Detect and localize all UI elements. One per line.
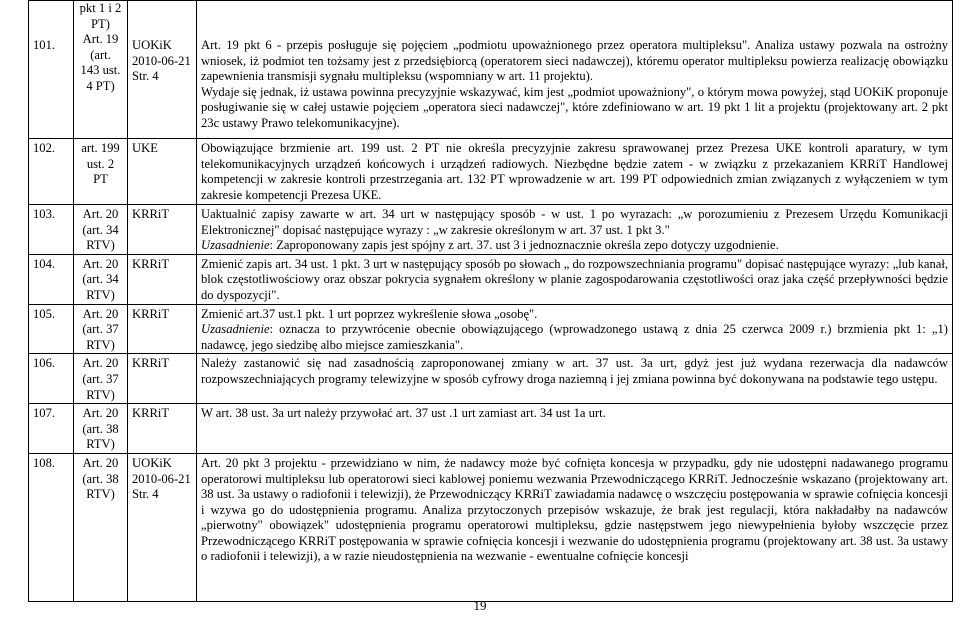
row-number: 101. [29, 1, 74, 139]
institution-line: UOKiK [132, 455, 172, 470]
justification-text: : oznacza to przywrócenie obecnie obowiązującego (wprowadzonego ustawą z dnia 25 czerwca 2009 r.) brzmienia pkt 1: „1) nadawcę, jego siedzibę albo miejsce zamieszkania". [201, 322, 948, 352]
article-reference-line: ust. 2 [86, 156, 115, 171]
article-reference-line: Art. 19 [82, 32, 119, 47]
submitting-institution [128, 354, 197, 404]
article-reference-line: 143 ust. [80, 63, 121, 78]
article-reference [74, 453, 128, 601]
institution-line: KRRiT [132, 207, 170, 221]
article-reference-line: RTV) [86, 337, 115, 352]
table-row [29, 139, 953, 205]
article-reference [74, 254, 128, 304]
article-reference [74, 205, 128, 255]
comments-table-body [29, 1, 953, 602]
comment-paragraph: Wydaje się jednak, iż ustawa powinna precyzyjnie wskazywać, kim jest „podmiot upoważniony", o którym mowa powyżej, stąd UOKiK proponuje posługiwanie się w całej ustawie pojęciem „operatora sieci nadawczej", które zdefiniowano w art. 19 pkt 1 lit a projektu (projektowany art. 2 pkt 23c ustawy Prawo telekomunikacyjne). [201, 84, 948, 130]
article-reference [74, 304, 128, 354]
article-reference-line: (art. 37 [82, 322, 119, 337]
justification-label: Uzasadnienie [201, 238, 270, 253]
comment-paragraph: Uaktualnić zapisy zawarte w art. 34 urt w następujący sposób - w ust. 1 po wyrazach: „w porozumieniu z Prezesem Urzędu Komunikacji Elektronicznej" dopisać następujące wyrazy : „w zakresie określonym w art. 37 ust. 1 pkt 3." [201, 207, 948, 237]
article-reference [74, 1, 128, 139]
row-number: 103. [29, 205, 74, 255]
row-number: 108. [29, 453, 74, 601]
article-reference-line: RTV) [86, 238, 115, 253]
article-reference-line: RTV) [86, 487, 115, 502]
submitting-institution [128, 254, 197, 304]
article-reference-line: RTV) [86, 437, 115, 452]
submitting-institution [128, 453, 197, 601]
submitting-institution [128, 205, 197, 255]
comment-text [197, 139, 953, 205]
comment-text [197, 404, 953, 454]
comment-paragraph: Zmienić zapis art. 34 ust. 1 pkt. 3 urt w następujący sposób po słowach „ do rozpowszechniania programu" dopisać następujące wyrazy: „lub kanał, blok częstotliwościowy oraz obszar pokrycia sygnałem określony w planie zagospodarowania częstotliwości oraz jaka część przepływności będzie do dyspozycji". [201, 256, 948, 302]
article-reference-line: pkt 1 i 2 [79, 1, 122, 15]
article-reference-line: (art. [90, 47, 111, 62]
institution-line: 2010-06-21 [132, 53, 191, 68]
comment-paragraph: Art. 19 pkt 6 - przepis posługuje się pojęciem „podmiotu upoważnionego przez operatora multipleksu". Analiza ustawy pozwala na ostrożny wniosek, iż podmiot ten tożsamy jest z przedsiębiorcą (operatorem sieci nadawczej), któremu operator multipleksu powierza realizację obowiązku zapewnienia transmisji sygnału multipleksu (wspomniany w art. 11 projektu). [201, 38, 948, 84]
justification-paragraph [201, 322, 948, 353]
institution-line: KRRiT [132, 356, 170, 371]
justification-text: : Zaproponowany zapis jest spójny z art. 37. ust 3 i jednoznacznie określa zepo dotyczy uzgodnienie. [269, 238, 779, 253]
submitting-institution [128, 1, 197, 139]
row-number: 107. [29, 404, 74, 454]
submitting-institution [128, 304, 197, 354]
article-reference-line: Art. 20 [82, 455, 119, 470]
comment-text [197, 1, 953, 139]
comment-paragraph: Należy zastanowić się nad zasadnością zaproponowanej zmiany w art. 37 ust. 3a urt, gdyż jest już wydana rezerwacja dla nadawców rozpowszechniających programy telewizyjne w sposób cyfrowy droga naziemną i jej zmiana powinna być dokonywana na podstawie tego ustępu. [201, 356, 948, 386]
institution-line: UOKiK [132, 38, 172, 52]
comments-table [28, 0, 953, 602]
article-reference-line: Art. 20 [82, 406, 119, 421]
institution-line: KRRiT [132, 406, 170, 421]
page-number: 19 [473, 598, 487, 613]
article-reference [74, 404, 128, 454]
table-row [29, 205, 953, 255]
article-reference [74, 354, 128, 404]
article-reference-line: RTV) [86, 387, 115, 402]
row-number: 102. [29, 139, 74, 205]
comment-text [197, 453, 953, 601]
article-reference-line: art. 199 [81, 141, 120, 155]
comment-paragraph: Zmienić art.37 ust.1 pkt. 1 urt poprzez wykreślenie słowa „osobę". [201, 306, 538, 321]
justification-paragraph [201, 238, 948, 254]
table-row [29, 304, 953, 354]
comment-text [197, 205, 953, 255]
comment-paragraph: Obowiązujące brzmienie art. 199 ust. 2 PT nie określa precyzyjnie zakresu sprawowanej przez Prezesa UKE kontroli aparatury, w tym telekomunikacyjnych urządzeń końcowych i urządzeń radiowych. Niezbędne będzie zatem - w związku z przekazaniem KRRiT Handlowej kompetencji w zakresie kontroli przestrzegania art. 132 PT wprowadzenie w art. 199 PT odpowiednich zmian związanych z wyłączeniem w tym zakresie kompetencji Prezesa UKE. [201, 141, 948, 202]
row-number: 105. [29, 304, 74, 354]
institution-line: Str. 4 [132, 69, 159, 84]
institution-line: KRRiT [132, 306, 170, 321]
article-reference-line: Art. 20 [82, 356, 119, 371]
institution-line: Str. 4 [132, 487, 159, 502]
article-reference-line: (art. 34 [82, 272, 119, 287]
table-row [29, 254, 953, 304]
article-reference [74, 139, 128, 205]
article-reference-line: (art. 34 [82, 222, 119, 237]
table-row [29, 404, 953, 454]
comment-text [197, 304, 953, 354]
comment-text [197, 254, 953, 304]
table-row [29, 1, 953, 139]
article-reference-line: 4 PT) [86, 78, 115, 93]
comment-text [197, 354, 953, 404]
article-reference-line: (art. 38 [82, 471, 119, 486]
comment-paragraph: W art. 38 ust. 3a urt należy przywołać art. 37 ust .1 urt zamiast art. 34 ust 1a urt. [201, 406, 606, 421]
article-reference-line: RTV) [86, 287, 115, 302]
institution-line: 2010-06-21 [132, 471, 191, 486]
row-number: 104. [29, 254, 74, 304]
article-reference-line: (art. 38 [82, 421, 119, 436]
article-reference-line: (art. 37 [82, 371, 119, 386]
article-reference-line: Art. 20 [82, 207, 119, 221]
article-reference-line: PT [93, 172, 108, 187]
article-reference-line: Art. 20 [82, 256, 119, 271]
institution-line: UKE [132, 141, 158, 155]
submitting-institution [128, 404, 197, 454]
table-row [29, 354, 953, 404]
justification-label: Uzasadnienie [201, 322, 270, 337]
article-reference-line: Art. 20 [82, 306, 119, 321]
institution-line: KRRiT [132, 256, 170, 271]
comment-paragraph: Art. 20 pkt 3 projektu - przewidziano w nim, że nadawcy może być cofnięta koncesja w przypadku, gdy nie udostępni nadawanego programu operatorowi multipleksu lub operatorowi sieci kablowej poniemu wezwania Przewodniczącego KRRiT. Jednocześnie wskazano (projektowany art. 38 ust. 3a ustawy o radiofonii i telewizji), że Przewodniczący KRRiT zawiadamia nadawcę o wszczęciu postępowania w sprawie cofnięcia koncesji i wzywa go do udostępnienia programu. Analiza przytoczonych przepisów wskazuje, że brak jest regulacji, która nakładałby na nadawców „pierwotny" obowiązek" udostępnienia programu operatorowi multipleksu, gdzie następstwem jego niewypełnienia byłoby wszczęcie przez Przewodniczącego KRRiT postępowania w sprawie cofnięcia koncesji i wezwanie do udostępnienia programu (projektowany art. 38 ust. 3a ustawy o radiofonii i telewizji), a w razie nieudostępnienia na wezwanie - ewentualne cofnięcie koncesji [201, 455, 948, 564]
submitting-institution [128, 139, 197, 205]
row-number: 106. [29, 354, 74, 404]
article-reference-line: PT) [91, 16, 110, 31]
table-row [29, 453, 953, 601]
